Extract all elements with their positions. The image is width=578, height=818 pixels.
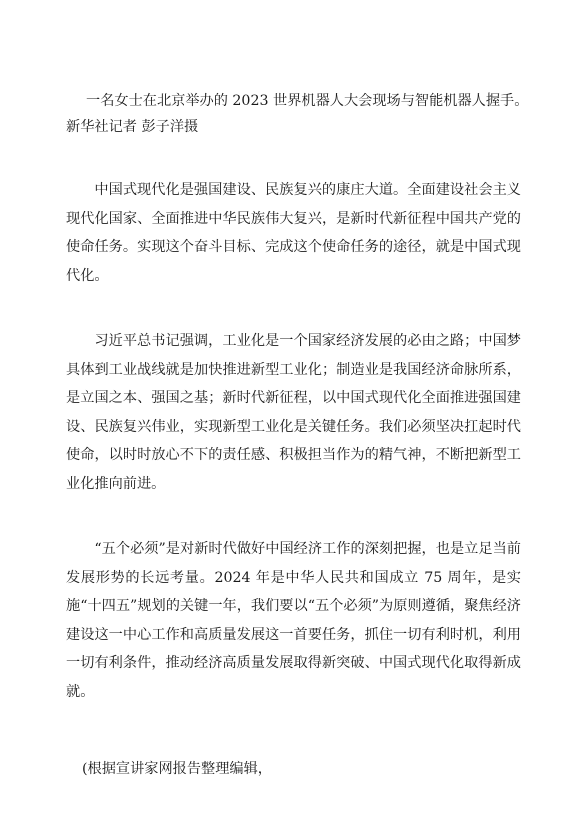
- photo-caption-text: 一名女士在北京举办的 2023 世界机器人大会现场与智能机器人握手。: [86, 93, 529, 109]
- photo-caption: [66, 88, 536, 140]
- article-paragraph-3: “五个必须”是对新时代做好中国经济工作的深刻把握，也是立足当前发展形势的长远考量。2024 年是中华人民共和国成立 75 周年，是实施“十四五”规划的关键一年，我们要以“五个必须”为原则遵循，聚焦经济建设这一中心工作和高质量发展这一首要任务，抓住一切有利时机，利用一切有利条件，推动经济高质量发展取得新突破、中国式现代化取得新成就。: [66, 541, 521, 700]
- photo-credit: 新华社记者 彭子洋摄: [66, 119, 199, 135]
- article-paragraph-1: 中国式现代化是强国建设、民族复兴的康庄大道。全面建设社会主义现代化国家、全面推进中华民族伟大复兴，是新时代新征程中国共产党的使命任务。实现这个奋斗目标、完成这个使命任务的途径，就是中国式现代化。: [66, 182, 521, 284]
- source-note: (根据宣讲家网报告整理编辑，: [82, 761, 272, 777]
- article-paragraph-2: 习近平总书记强调，工业化是一个国家经济发展的必由之路；中国梦具体到工业战线就是加快推进新型工业化；制造业是我国经济命脉所系，是立国之本、强国之基；新时代新征程，以中国式现代化全面推进强国建设、民族复兴伟业，实现新型工业化是关键任务。我们必须坚决扛起时代使命，以时时放心不下的责任感、积极担当作为的精气神，不断把新型工业化推向前进。: [66, 333, 521, 492]
